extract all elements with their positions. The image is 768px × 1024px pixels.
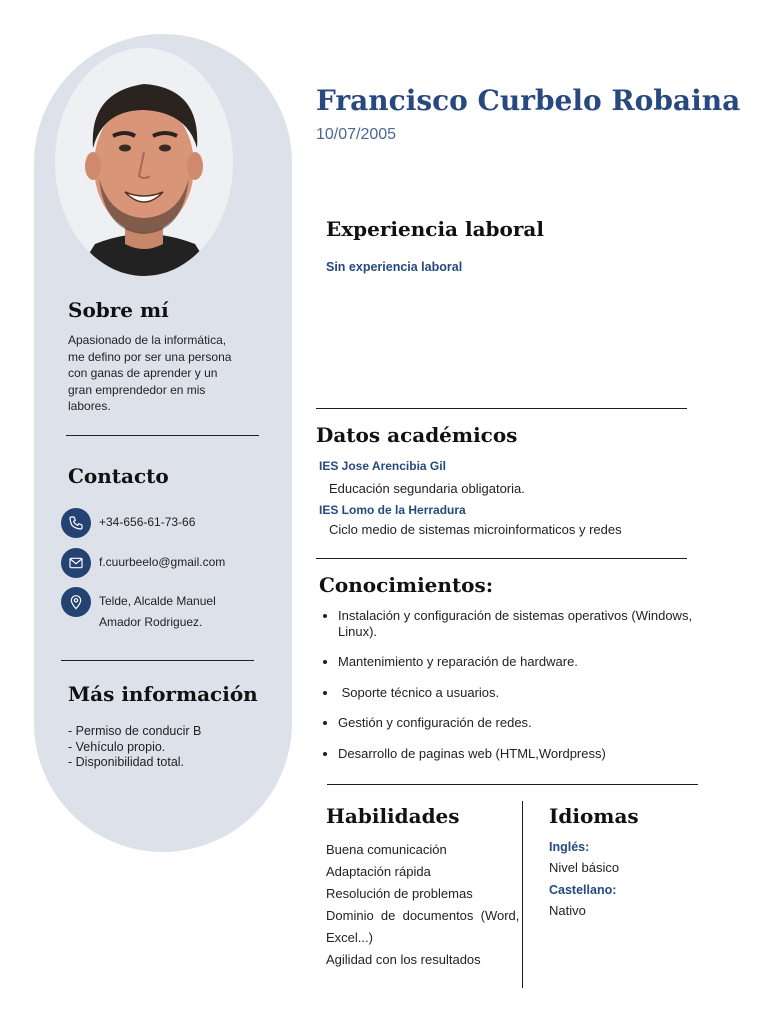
phone-text[interactable]: +34-656-61-73-66: [99, 515, 196, 529]
divider: [316, 408, 687, 409]
skills-heading: Habilidades: [326, 804, 460, 828]
about-line: Apasionado de la informática,: [68, 333, 227, 347]
knowledge-item: • Gestión y configuración de redes.: [338, 715, 730, 731]
knowledge-heading: Conocimientos:: [319, 573, 494, 597]
about-line: con ganas de aprender y un: [68, 366, 218, 380]
skill-item: Agilidad con los resultados: [326, 952, 481, 967]
skill-item: Adaptación rápida: [326, 864, 431, 879]
knowledge-list: [320, 608, 730, 761]
address-text: [99, 591, 216, 633]
phone-icon: [61, 508, 91, 538]
profile-photo: [55, 48, 233, 276]
address-line: Amador Rodriguez.: [99, 615, 203, 629]
birth-date: 10/07/2005: [316, 126, 397, 143]
candidate-name: Francisco Curbelo Robaina: [316, 84, 741, 117]
divider: [327, 784, 698, 785]
knowledge-item: • Soporte técnico a usuarios.: [338, 685, 730, 701]
about-line: labores.: [68, 399, 111, 413]
school-name: IES Jose Arencibia Gil: [319, 459, 446, 473]
contact-email: [61, 548, 225, 578]
academic-heading: Datos académicos: [316, 423, 518, 447]
about-heading: Sobre mí: [68, 298, 169, 322]
address-line: Telde, Alcalde Manuel: [99, 594, 216, 608]
about-line: me defino por ser una persona: [68, 349, 232, 364]
language-level: Nativo: [549, 903, 586, 918]
skill-item: Excel...): [326, 930, 373, 945]
language-level: Nivel básico: [549, 860, 620, 875]
school-name: IES Lomo de la Herradura: [319, 503, 466, 517]
skills-list: [326, 839, 519, 971]
more-info-item: - Vehículo propio.: [68, 739, 166, 754]
more-info-item: - Permiso de conducir B: [68, 724, 202, 738]
location-pin-icon: [61, 587, 91, 617]
experience-heading: Experiencia laboral: [326, 217, 544, 241]
knowledge-item: • Desarrollo de paginas web (HTML,Wordpress): [338, 746, 730, 762]
skill-item: Resolución de problemas: [326, 886, 473, 901]
divider: [66, 435, 259, 436]
language-name: Inglés:: [549, 840, 590, 854]
school-detail: Educación segundaria obligatoria.: [329, 481, 525, 496]
school-detail: Ciclo medio de sistemas microinformaticos y redes: [329, 522, 622, 537]
experience-note: Sin experiencia laboral: [326, 260, 463, 274]
skill-item: Buena comunicación: [326, 842, 447, 857]
languages-heading: Idiomas: [549, 804, 639, 828]
more-info-list: [68, 724, 201, 771]
more-info-item: - Disponibilidad total.: [68, 755, 185, 769]
about-text: [68, 332, 258, 415]
language-name: Castellano:: [549, 883, 617, 897]
email-text[interactable]: f.cuurbeelo@gmail.com: [99, 555, 226, 569]
knowledge-item: • Mantenimiento y reparación de hardware.: [338, 654, 730, 670]
contact-address: [61, 587, 216, 633]
about-line: gran emprendedor en mis: [68, 382, 206, 397]
divider: [316, 558, 687, 559]
mail-icon: [61, 548, 91, 578]
column-divider: [522, 801, 523, 988]
divider: [61, 660, 254, 661]
contact-heading: Contacto: [68, 464, 169, 488]
more-info-heading: Más información: [68, 682, 258, 706]
knowledge-item: • Instalación y configuración de sistemas operativos (Windows, Linux).: [338, 608, 730, 639]
contact-phone: [61, 508, 195, 538]
skill-item: Dominio de documentos (Word,: [326, 908, 520, 923]
